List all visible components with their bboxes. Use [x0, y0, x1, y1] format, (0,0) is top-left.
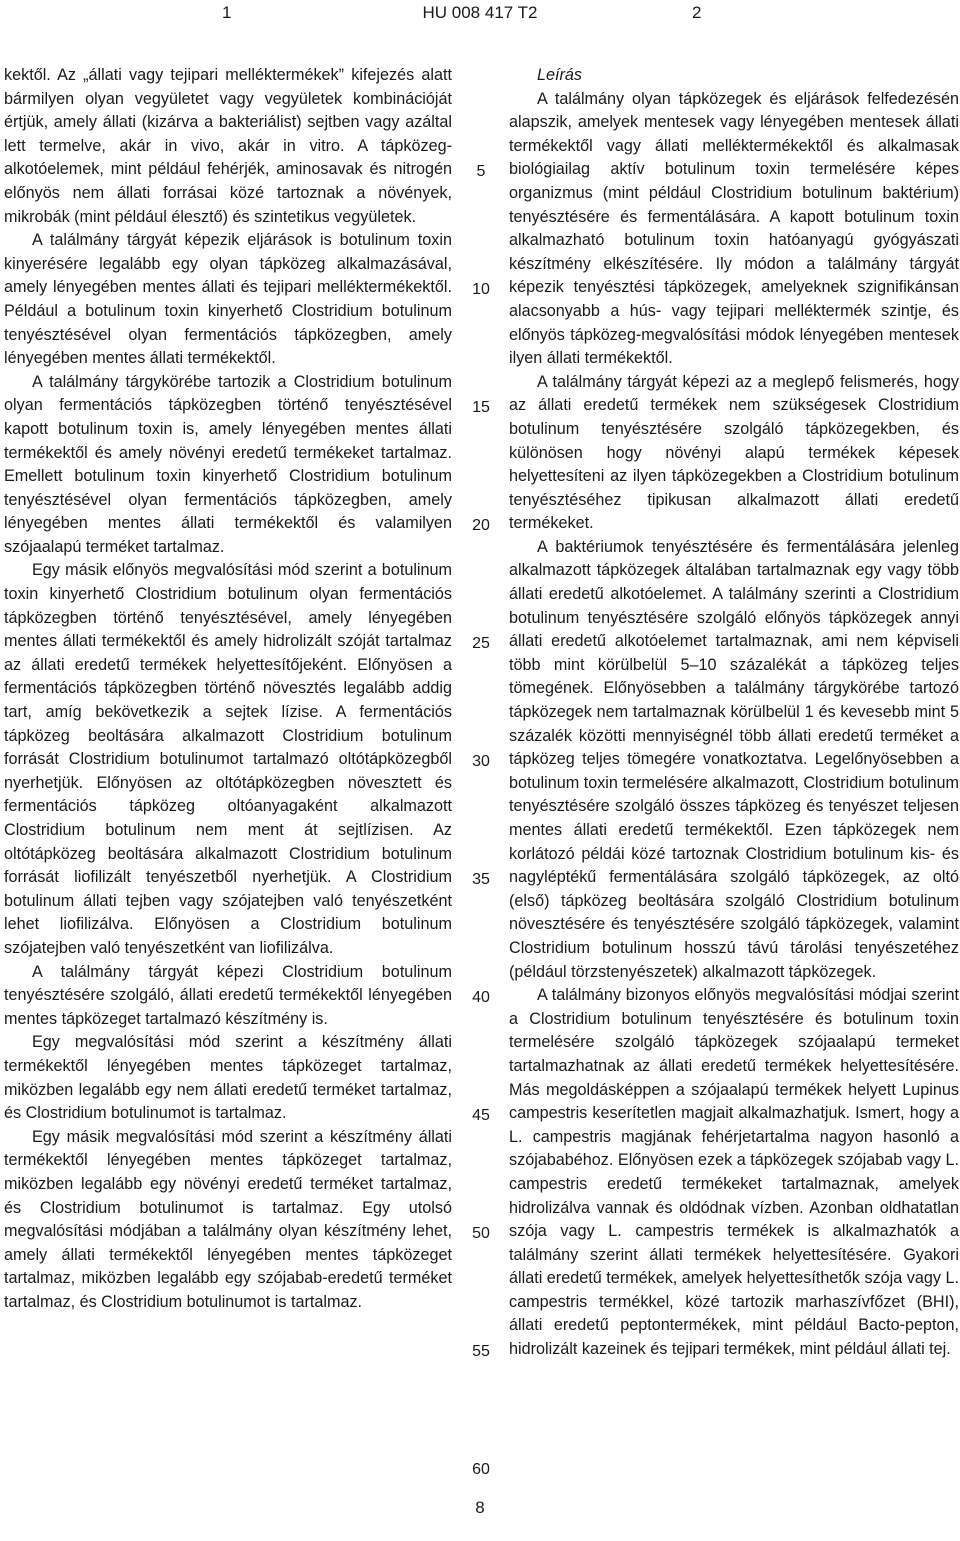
line-number: 5	[476, 163, 486, 180]
line-number: 30	[472, 753, 490, 770]
paragraph: A baktériumok tenyésztésére és fermentálására jelenleg alkalmazott tápközegek általában tartalmaznak egy vagy több állati eredetű alkotóelemet. A találmány szerinti a Clostridium botulinum tenyésztésére szolgáló előnyös tápközegek annyi állati eredetű alkotóelemet tartalmaznak, ami nem képviseli több mint körülbelül 5–10 százalékát a tápközeg teljes tömegének. Előnyösebben a találmány tárgykörébe tartozó tápközegek nem tartalmaznak körülbelül 1 és kevesebb mint 5 százalék közötti mennyiségnél több állati eredetű terméket a tápközeg teljes tömegére vonatkoztatva. Legelőnyösebben a botulinum toxin termelésére alkalmazott, Clostridium botulinum tenyésztésére szolgáló összes tápközeg és tenyészet teljesen mentes állati eredetű termékektől. Ezen tápközegek nem korlátozó példái közé tartoznak Clostridium botulinum kis- és nagyléptékű fermentálására szolgáló tápközegek, az oltó (első) tápközeg beoltására szolgáló Clostridium botulinum növesztésére és tenyésztésére szolgáló tápközegek, valamint Clostridium botulinum hosszú távú tárolási tenyészetéhez (például törzstenyészetek) alkalmazott tápközegek.	[509, 537, 959, 981]
paragraph: Egy másik előnyös megvalósítási mód szerint a botulinum toxin kinyerhető Clostridium botulinum olyan fermentációs tápközegben történő tenyésztésével, amely lényegében mentes állati termékektől és amely hidrolizált szóját tartalmaz az állati eredetű termékek helyettesítőjeként. Előnyösen a fermentációs tápközegben történő növesztés legalább addig tart, amíg bekövetkezik a sejtek lízise. A fermentációs tápközeg beoltására alkalmazott Clostridium botulinum forrását Clostridium botulinumot tartalmazó oltótápközegből nyerhetjük. Előnyösen az oltótápközegben növesztett és fermentációs tápközeg oltóanyagaként alkalmazott Clostridium botulinum nem ment át sejtlízisen. Az oltótápközeg beoltására alkalmazott Clostridium botulinum forrását liofilizált tenyészetből nyerhetjük. A Clostridium botulinum állati tejben vagy szójatejben való tenyészetként lehet liofilizálva. Előnyösen a Clostridium botulinum szójatejben való tenyészetként van liofilizálva.	[4, 561, 452, 957]
paragraph: A találmány tárgyát képezik eljárások is botulinum toxin kinyerésére legalább egy olyan tápközeg alkalmazásával, amely lényegében mentes állati és tejipari melléktermékektől. Például a botulinum toxin kinyerhető Clostridium botulinum tenyésztésével olyan fermentációs tápközegben, amely lényegében mentes állati termékektől.	[4, 231, 452, 368]
paragraph: Egy megvalósítási mód szerint a készítmény állati termékektől lényegében mentes tápközeget tartalmaz, miközben legalább egy nem állati eredetű terméket tartalmaz, és Clostridium botulinumot is tartalmaz.	[4, 1033, 452, 1123]
left-page-number: 1	[222, 3, 232, 22]
paragraph: A találmány olyan tápközegek és eljárások felfedezésén alapszik, amelyek mentesek vagy lényegében mentesek állati termékektől vagy állati melléktermékektől és alkalmasak biológiailag aktív botulinum toxin termelésére képes organizmus (mint például Clostridium botulinum baktérium) tenyésztésére és fermentálására. A kapott botulinum toxin alkalmazható botulinum toxin hatóanyagú gyógyászati készítmény elkészítésére. Ily módon a találmány tárgyát képezik tenyésztési tápközegek, amelyeknek szignifikánsan alacsonyabb a hús- vagy tejipari melléktermék szintje, és előnyös tápközeg-megvalósítási módok lényegében mentesek ilyen állati termékektől.	[509, 89, 959, 368]
line-number: 10	[472, 281, 490, 298]
paragraph: A találmány bizonyos előnyös megvalósítási módjai szerint a Clostridium botulinum tenyésztésére és botulinum toxin termelésére szolgáló tápközegek szójaalapú termeket tartalmazhatnak az állati eredetű termékek helyettesítésére. Más megoldásképpen a szójaalapú termékek helyett Lupinus campestris keserítetlen magjait alkalmazhatjuk. Ismert, hogy a L. campestris magjának fehérjetartalma nagyon hasonló a szójababéhoz. Előnyösen ezek a tápközegek szójabab vagy L. campestris eredetű termékeket tartalmaznak, amelyek hidrolizálva vannak és oldódnak vízben. Azonban oldhatatlan szója vagy L. campestris termékek is alkalmazhatók a találmány szerint állati termékek helyettesítésére. Gyakori állati eredetű termékek, amelyek helyettesíthetők szója vagy L. campestris termékkel, közé tartozik marhaszívfőzet (BHI), állati eredetű peptontermékek, mint például Bacto-pepton, hidrolizált kazeinek és tejipari termékek, mint például állati tej.	[509, 986, 959, 1359]
right-page-number: 2	[692, 3, 702, 22]
line-number: 20	[472, 517, 490, 534]
line-number: 45	[472, 1107, 490, 1124]
line-number: 35	[472, 871, 490, 888]
paragraph: kektől. Az „állati vagy tejipari melléktermékek” kifejezés alatt bármilyen olyan vegyületet vagy vegyületek kombinációját értjük, amely állati (kizárva a bakteriálist) sejtben vagy azáltal lett termelve, akár in vivo, akár in vitro. A tápközeg-alkotóelemek, mint például fehérjék, aminosavak és nitrogén előnyös nem állati forrásai közé tartoznak a növények, mikrobák (mint például élesztő) és szintetikus vegyületek.	[4, 66, 452, 226]
right-column	[509, 64, 959, 1362]
page-number: 8	[475, 1498, 485, 1517]
paragraph: A találmány tárgykörébe tartozik a Clostridium botulinum olyan fermentációs tápközegben történő tenyésztésével kapott botulinum toxin is, amely lényegében mentes állati termékektől és amely növényi eredetű termékeket tartalmaz. Emellett botulinum toxin kinyerhető Clostridium botulinum tenyésztésével olyan fermentációs tápközegben, amely lényegében mentes állati termékektől és valamilyen szójaalapú terméket tartalmaz.	[4, 372, 452, 556]
paragraph: Egy másik megvalósítási mód szerint a készítmény állati termékektől lényegében mentes tápközeget tartalmaz, miközben legalább egy növényi eredetű terméket tartalmaz, és Clostridium botulinumot is tartalmaz. Egy utolsó megvalósítási módjában a találmány olyan készítmény lehet, amely állati termékektől lényegében mentes tápközeget tartalmaz, miközben legalább egy szójabab-eredetű terméket tartalmaz, és Clostridium botulinumot is tartalmaz.	[4, 1127, 452, 1311]
section-title: Leírás	[537, 66, 582, 84]
line-number: 55	[472, 1343, 490, 1360]
line-number: 15	[472, 399, 490, 416]
paragraph: A találmány tárgyát képezi Clostridium botulinum tenyésztésére szolgáló, állati eredetű termékektől lényegében mentes tápközeget tartalmazó készítmény is.	[4, 962, 452, 1028]
left-column	[4, 64, 452, 1314]
line-number: 50	[472, 1225, 490, 1242]
line-number: 40	[472, 989, 490, 1006]
paragraph: A találmány tárgyát képezi az a meglepő felismerés, hogy az állati eredetű termékek nem szükségesek Clostridium botulinum tenyésztésére szolgáló tápközegekben, és különösen hogy növényi alapú termékek képesek helyettesíteni az ilyen tápközegekben a Clostridium botulinum tenyésztéséhez tipikusan alkalmazott állati eredetű termékeket.	[509, 372, 959, 533]
line-number: 60	[472, 1461, 490, 1478]
line-number: 25	[472, 635, 490, 652]
document-id: HU 008 417 T2	[422, 3, 538, 22]
